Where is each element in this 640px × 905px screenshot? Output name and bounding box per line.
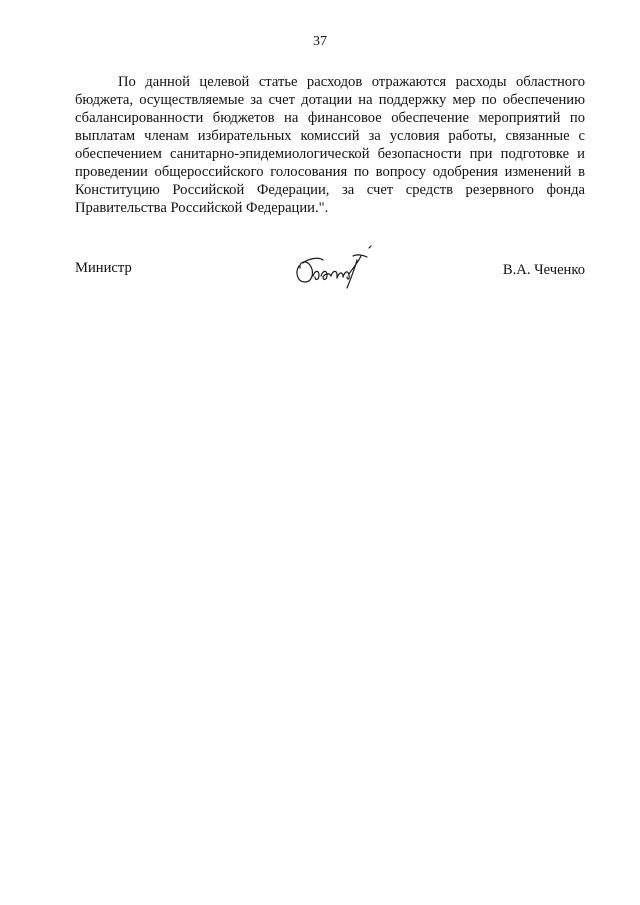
signer-name: В.А. Чеченко	[502, 262, 585, 278]
page-number: 37	[313, 34, 327, 49]
signature-icon	[291, 244, 375, 294]
body-paragraph: По данной целевой статье расходов отражаются расходы областного бюджета, осуществляемые за счет дотации на поддержку мер по обеспечению сбалансированности бюджетов на финансовое обеспечение мероприятий по выплатам членам избирательных комиссий за условия работы, связанные с обеспечением санитарно-эпидемиологической безопасности при подготовке и проведении общероссийского голосования по вопросу одобрения изменений в Конституцию Российской Федерации, за счет средств резервного фонда Правительства Российской Федерации.".	[75, 74, 585, 216]
signature-block	[75, 244, 585, 294]
signer-position: Министр	[75, 260, 132, 276]
